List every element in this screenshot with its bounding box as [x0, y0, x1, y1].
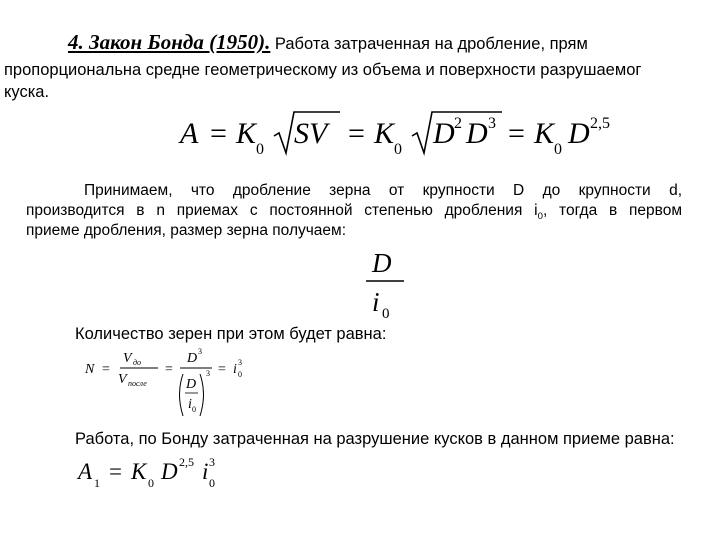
formula2-N: N [85, 362, 95, 377]
formula3-exp3: 3 [209, 455, 215, 469]
formula1-sub0-2: 0 [394, 141, 402, 158]
formula2-i-inner: i [188, 397, 192, 412]
formula1-exp25: 2,5 [590, 115, 610, 132]
formula3-sub1: 1 [94, 476, 100, 490]
para2-line-2-sub: 0 [537, 211, 543, 223]
fraction-numerator: D [372, 248, 392, 278]
formula2-V-bottom: V [118, 372, 127, 387]
fraction-D-over-i0 [360, 244, 420, 320]
formula1-exp3: 3 [488, 115, 496, 132]
formula3-K: K [131, 459, 147, 484]
formula2-sub0-inner: 0 [192, 405, 196, 414]
law-heading: 4. Закон Бонда (1950). [68, 30, 271, 54]
formula1-K-2: K [374, 117, 395, 150]
formula1-D-1: D [433, 117, 455, 150]
formula2-paren-left [180, 374, 184, 416]
formula3-A: A [78, 459, 93, 484]
formula3-eq: = [109, 459, 122, 484]
formula2-exp3-paren: 3 [206, 369, 210, 378]
formula3-sub0-K: 0 [148, 476, 154, 490]
formula1-eq-1: = [210, 117, 227, 150]
formula3-sub0-i: 0 [209, 476, 215, 490]
para2-line-3: приеме дробления, размер зерна получаем: [26, 222, 347, 239]
formula1-eq-3: = [508, 117, 525, 150]
formula1-sub0-1: 0 [256, 141, 264, 158]
work-text: Работа, по Бонду затраченная на разрушение кусков в данном приеме равна: [75, 430, 675, 448]
formula2-exp3-result: 3 [238, 358, 242, 367]
intro-first-line [68, 30, 588, 55]
formula1-D-3: D [568, 117, 590, 150]
formula2-sub-posle: после [128, 379, 147, 388]
formula1-SV: SV [294, 117, 328, 150]
formula1-K-3: K [534, 117, 555, 150]
formula2-D-top: D [187, 351, 198, 366]
formula2-exp3-top: 3 [198, 347, 202, 356]
formula2-D-inner: D [186, 377, 197, 392]
fraction-denominator: i [372, 287, 380, 317]
formula2-sub0-result: 0 [238, 370, 242, 379]
formula3-i: i [202, 459, 209, 484]
work-formula [76, 448, 276, 494]
para2-line-2-end: , тогда в первом [542, 202, 682, 219]
formula1-D-2: D [466, 117, 488, 150]
formula1-K-1: K [236, 117, 257, 150]
para2-line-1: Принимаем, что дробление зерна от крупности D до крупности d, [84, 182, 682, 199]
formula2-V-top: V [123, 351, 132, 366]
formula1-exp2: 2 [454, 115, 462, 132]
bond-formula-main [170, 106, 630, 160]
formula2-i-result: i [233, 362, 237, 377]
para2-line-2-text: производится в n приемах с постоянной степенью дробления i [26, 202, 538, 219]
formula1-A: A [180, 117, 199, 150]
formula2-eq-1: = [102, 362, 110, 377]
intro-line-3: куска. [4, 83, 50, 101]
intro-line-1: Работа затраченная на дробление, прям [270, 35, 588, 53]
intro-line-2: пропорциональна средне геометрическому из объема и поверхности разрушаемог [4, 61, 642, 79]
count-text: Количество зерен при этом будет равна: [75, 325, 387, 343]
formula2-paren-right [200, 374, 204, 416]
formula3-D: D [161, 459, 178, 484]
grain-count-formula [80, 346, 280, 424]
formula2-sub-do: до [133, 358, 142, 367]
formula2-eq-2: = [165, 362, 173, 377]
formula1-eq-2: = [348, 117, 365, 150]
formula1-sub0-3: 0 [554, 141, 562, 158]
formula3-exp25: 2,5 [179, 455, 194, 469]
fraction-sub0: 0 [382, 306, 390, 320]
formula2-eq-3: = [218, 362, 226, 377]
